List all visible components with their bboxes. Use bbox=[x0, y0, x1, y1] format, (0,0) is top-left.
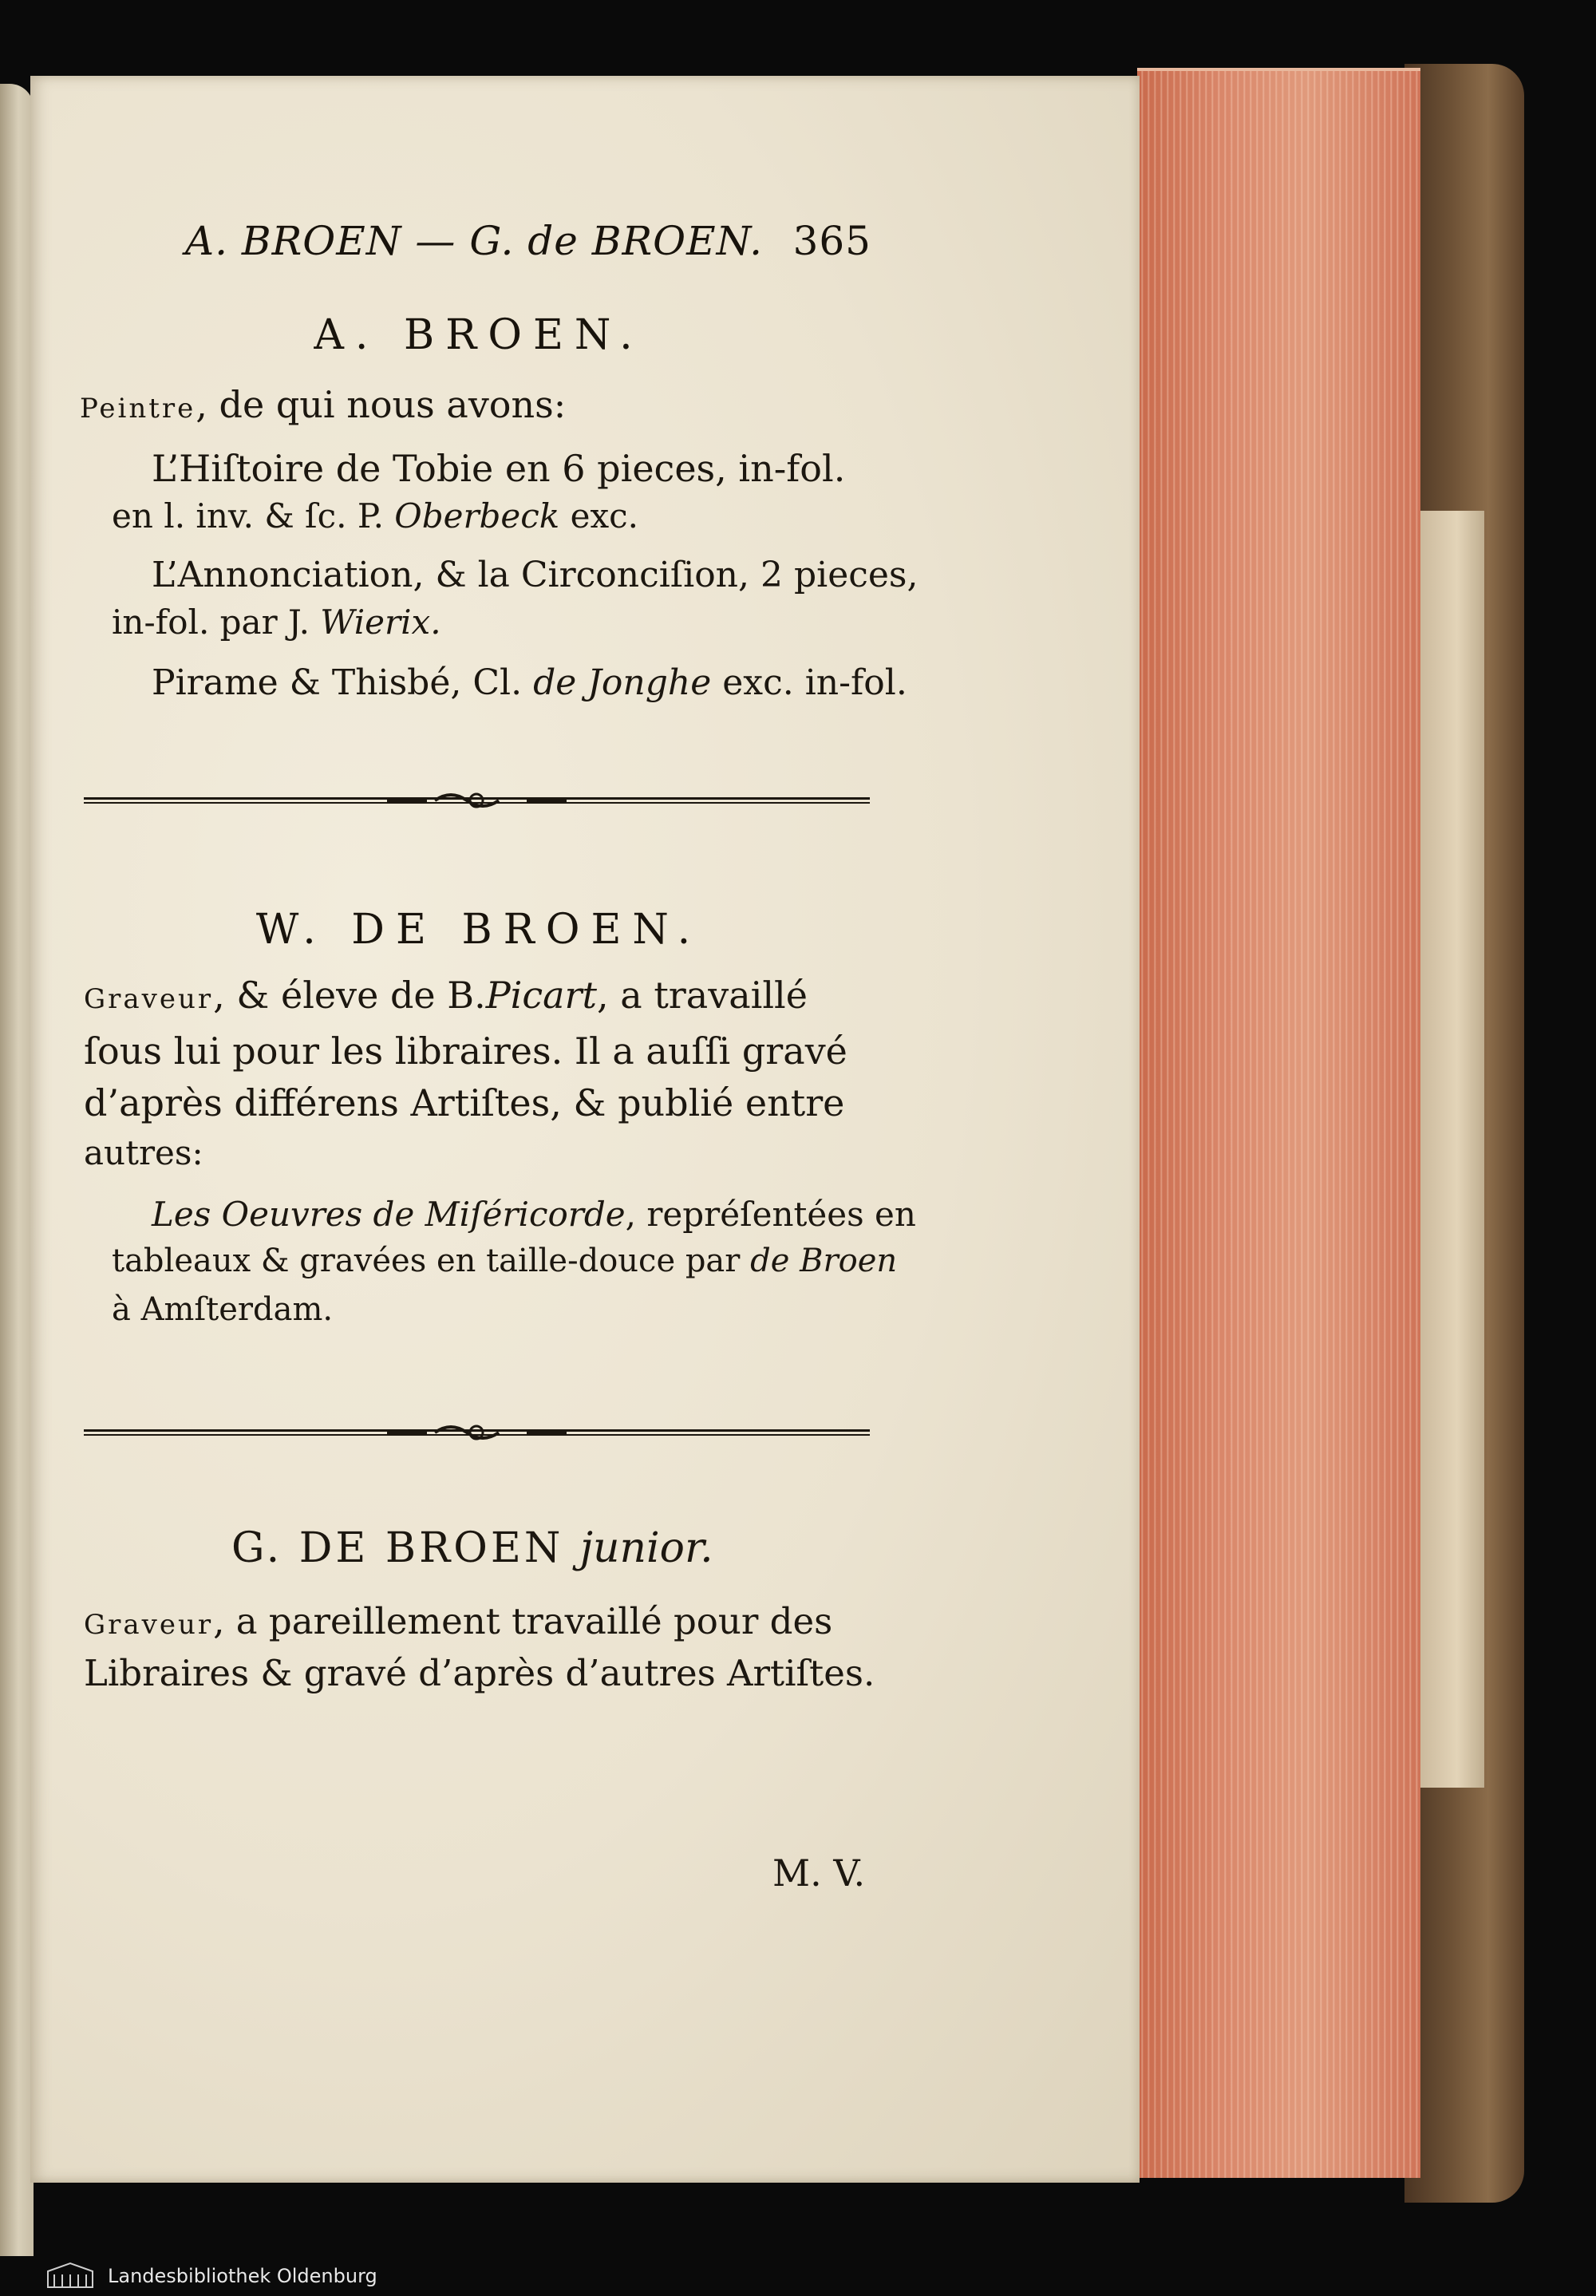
entry-1-lead bbox=[80, 383, 566, 426]
entry-2-line-5 bbox=[152, 1195, 916, 1234]
entry-2-line-2: ſous lui pour les libraires. Il a auſſi gravé bbox=[84, 1029, 847, 1073]
ornament-divider-1 bbox=[84, 788, 870, 812]
entry-2-line-1 bbox=[84, 974, 808, 1017]
entry-1-line-2b-italic: Oberbeck bbox=[394, 496, 560, 535]
entry-3-lead-caps: Graveur bbox=[84, 1609, 214, 1641]
entry-1-line-2b-pre: en l. inv. & ſc. P. bbox=[112, 496, 395, 535]
entry-2-line-6-italic: de Broen bbox=[750, 1243, 898, 1279]
entry-2-line-3: d’après différens Artiſtes, & publié entre bbox=[84, 1081, 845, 1124]
entry-2-line-1-post: , a travaillé bbox=[597, 974, 808, 1017]
library-logo-icon bbox=[45, 2260, 96, 2290]
entry-1-line-4 bbox=[152, 662, 907, 703]
entry-1-lead-caps: Peintre bbox=[80, 393, 196, 425]
entry-1-line-4-italic: de Jonghe bbox=[533, 662, 712, 703]
entry-2-line-1-italic: Picart bbox=[485, 974, 598, 1017]
catchword: M. V. bbox=[772, 1851, 866, 1895]
entry-2-line-5-post: , repréſentées en bbox=[625, 1195, 916, 1234]
entry-1-line-3b bbox=[112, 603, 441, 642]
entry-1-line-3b-italic: Wierix. bbox=[320, 603, 441, 642]
previous-page-edge bbox=[0, 84, 34, 2282]
entry-1-line-4-post: exc. in-fol. bbox=[711, 662, 907, 703]
entry-heading-a-broen: A. BROEN. bbox=[314, 311, 644, 359]
ornament-divider-2 bbox=[84, 1421, 870, 1444]
running-head-title: A. BROEN — G. de BROEN. bbox=[185, 218, 764, 264]
page-edges bbox=[1137, 68, 1420, 2178]
entry-1-lead-rest: , de qui nous avons: bbox=[196, 383, 567, 426]
entry-2-line-5-italic: Les Oeuvres de Miſéricorde bbox=[152, 1195, 626, 1234]
library-name: Landesbibliothek Oldenburg bbox=[108, 2265, 377, 2287]
entry-3-heading-italic: junior. bbox=[579, 1524, 713, 1572]
entry-3-line-2: Libraires & gravé d’après d’autres Artiſtes. bbox=[84, 1652, 875, 1694]
entry-3-heading-main: G. DE BROEN bbox=[231, 1524, 580, 1572]
entry-1-line-3a: L’Annonciation, & la Circonciſion, 2 pieces, bbox=[152, 555, 918, 595]
entry-3-line-1 bbox=[84, 1600, 832, 1642]
book-cover-paper bbox=[1416, 511, 1484, 1788]
entry-heading-w-de-broen: W. DE BROEN. bbox=[255, 906, 702, 954]
entry-3-line-1-post: , a pareillement travaillé pour des bbox=[213, 1600, 833, 1642]
entry-2-line-4: autres: bbox=[84, 1133, 203, 1172]
running-head bbox=[185, 218, 871, 274]
entry-1-line-2b-post: exc. bbox=[559, 496, 639, 535]
page-number: 365 bbox=[792, 218, 871, 264]
entry-2-lead-caps: Graveur bbox=[84, 983, 214, 1015]
entry-1-line-2a: L’Hiſtoire de Tobie en 6 pieces, in-fol. bbox=[152, 447, 846, 490]
entry-1-line-2b bbox=[112, 496, 638, 535]
entry-1-line-4-pre: Pirame & Thisbé, Cl. bbox=[152, 662, 534, 703]
entry-1-line-3b-pre: in-fol. par J. bbox=[112, 603, 321, 642]
entry-2-line-6 bbox=[112, 1243, 897, 1279]
entry-2-line-6-pre: tableaux & gravées en taille-douce par bbox=[112, 1243, 751, 1279]
entry-2-line-1-mid: , & éleve de B. bbox=[213, 974, 486, 1017]
entry-2-line-7: à Amſterdam. bbox=[112, 1291, 334, 1328]
entry-heading-g-de-broen bbox=[231, 1524, 713, 1572]
